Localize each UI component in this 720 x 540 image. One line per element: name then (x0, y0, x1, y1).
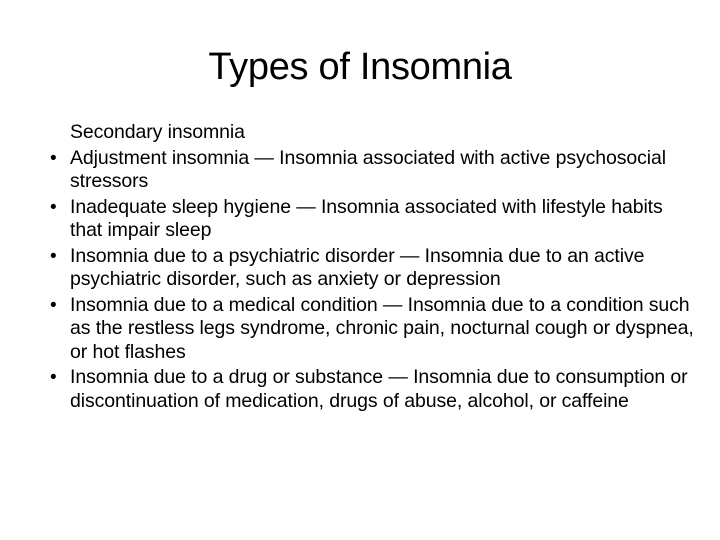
bullet-item (50, 147, 700, 194)
bullet-item (50, 245, 700, 292)
bullet-icon: • (50, 196, 57, 218)
bullet-item (50, 294, 700, 365)
bullet-icon: • (50, 245, 57, 267)
bullet-text: Insomnia due to a psychiatric disorder — Insomnia due to an active psychiatric disorder, such as anxiety or depression (70, 244, 645, 290)
bullet-icon: • (50, 147, 57, 169)
slide-body (50, 121, 700, 415)
bullet-text: Insomnia due to a drug or substance — Insomnia due to consumption or discontinuation of medication, drugs of abuse, alcohol, or caffeine (70, 366, 688, 412)
bullet-item (50, 366, 700, 413)
subheading: Secondary insomnia (70, 121, 245, 143)
bullet-text: Insomnia due to a medical condition — Insomnia due to a condition such as the restless legs syndrome, chronic pain, nocturnal cough or dyspnea, or hot flashes (70, 293, 694, 363)
bullet-text: Adjustment insomnia — Insomnia associated with active psychosocial stressors (70, 146, 667, 192)
bullet-list (50, 147, 700, 414)
slide-title: Types of Insomnia (208, 46, 512, 88)
bullet-icon: • (50, 367, 57, 388)
bullet-text: Inadequate sleep hygiene — Insomnia associated with lifestyle habits that impair sleep (70, 195, 663, 241)
bullet-icon: • (50, 294, 57, 316)
bullet-item (50, 196, 700, 243)
